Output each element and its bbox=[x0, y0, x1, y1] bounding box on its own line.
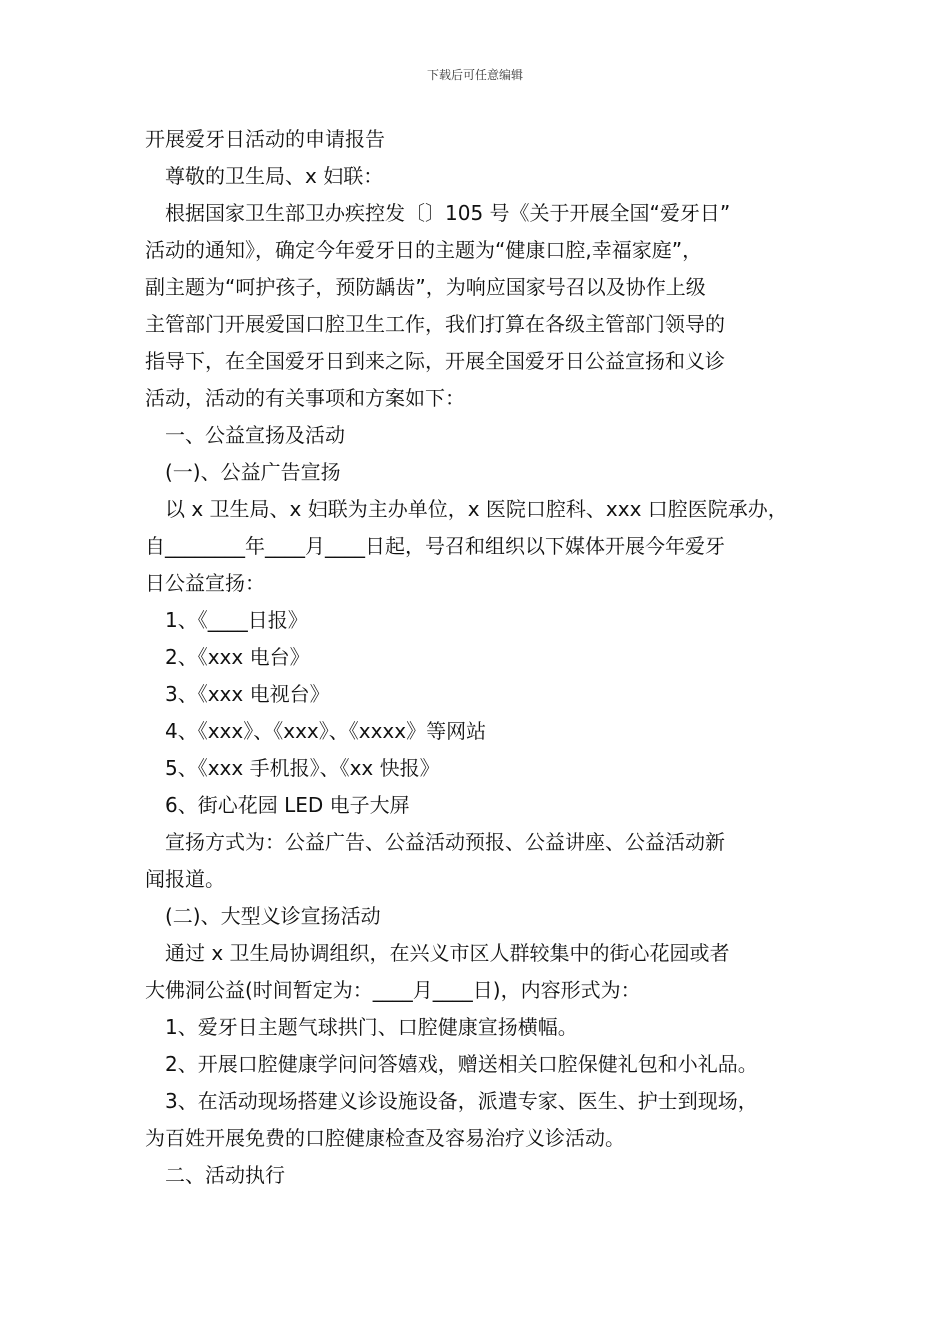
list-item: 2、开展口腔健康学问问答嬉戏，赠送相关口腔保健礼包和小礼品。 bbox=[165, 1052, 758, 1076]
paragraph-line: 主管部门开展爱国口腔卫生工作，我们打算在各级主管部门领导的 bbox=[145, 312, 725, 336]
section-heading: 二、活动执行 bbox=[165, 1163, 285, 1187]
list-item: 2、《xxx 电台》 bbox=[165, 645, 310, 669]
list-item: 3、在活动现场搭建义诊设施设备，派遣专家、医生、护士到现场， bbox=[165, 1089, 758, 1113]
list-item: 6、街心花园 LED 电子大屏 bbox=[165, 793, 410, 817]
list-item: 3、《xxx 电视台》 bbox=[165, 682, 330, 706]
document-body bbox=[145, 121, 825, 1194]
list-item: 4、《xxx》、《xxx》、《xxxx》等网站 bbox=[165, 719, 487, 743]
paragraph-line: 日公益宣扬： bbox=[145, 571, 265, 595]
paragraph-line: 活动的通知》，确定今年爱牙日的主题为“健康口腔,幸福家庭”， bbox=[145, 238, 703, 262]
list-item: 5、《xxx 手机报》、《xx 快报》 bbox=[165, 756, 440, 780]
paragraph-line: 宣扬方式为：公益广告、公益活动预报、公益讲座、公益活动新 bbox=[165, 830, 725, 854]
document-title: 开展爱牙日活动的申请报告 bbox=[145, 127, 385, 151]
paragraph-line: 副主题为“呵护孩子，预防龋齿”，为响应国家号召以及协作上级 bbox=[145, 275, 706, 299]
paragraph-line: 指导下，在全国爱牙日到来之际，开展全国爱牙日公益宣扬和义诊 bbox=[145, 349, 725, 373]
paragraph-line: 通过 x 卫生局协调组织，在兴义市区人群较集中的街心花园或者 bbox=[165, 941, 730, 965]
paragraph-line: 大佛洞公益(时间暂定为：____月____日)，内容形式为： bbox=[145, 978, 641, 1002]
list-item: 1、《____日报》 bbox=[165, 608, 308, 632]
subsection-heading: (二)、大型义诊宣扬活动 bbox=[165, 904, 381, 928]
paragraph-line: 自________年____月____日起，号召和组织以下媒体开展今年爱牙 bbox=[145, 534, 725, 558]
paragraph-line: 根据国家卫生部卫办疾控发〔〕105 号《关于开展全国“爱牙日” bbox=[165, 201, 731, 225]
subsection-heading: (一)、公益广告宣扬 bbox=[165, 460, 341, 484]
page-header: 下载后可任意编辑 bbox=[426, 68, 523, 82]
list-item: 1、爱牙日主题气球拱门、口腔健康宣扬横幅。 bbox=[165, 1015, 578, 1039]
paragraph-line: 为百姓开展免费的口腔健康检查及容易治疗义诊活动。 bbox=[145, 1126, 625, 1150]
salutation: 尊敬的卫生局、x 妇联： bbox=[165, 164, 384, 188]
paragraph-line: 活动，活动的有关事项和方案如下： bbox=[145, 386, 465, 410]
paragraph-line: 以 x 卫生局、x 妇联为主办单位，x 医院口腔科、xxx 口腔医院承办， bbox=[165, 497, 788, 521]
paragraph-line: 闻报道。 bbox=[145, 867, 225, 891]
section-heading: 一、公益宣扬及活动 bbox=[165, 423, 345, 447]
